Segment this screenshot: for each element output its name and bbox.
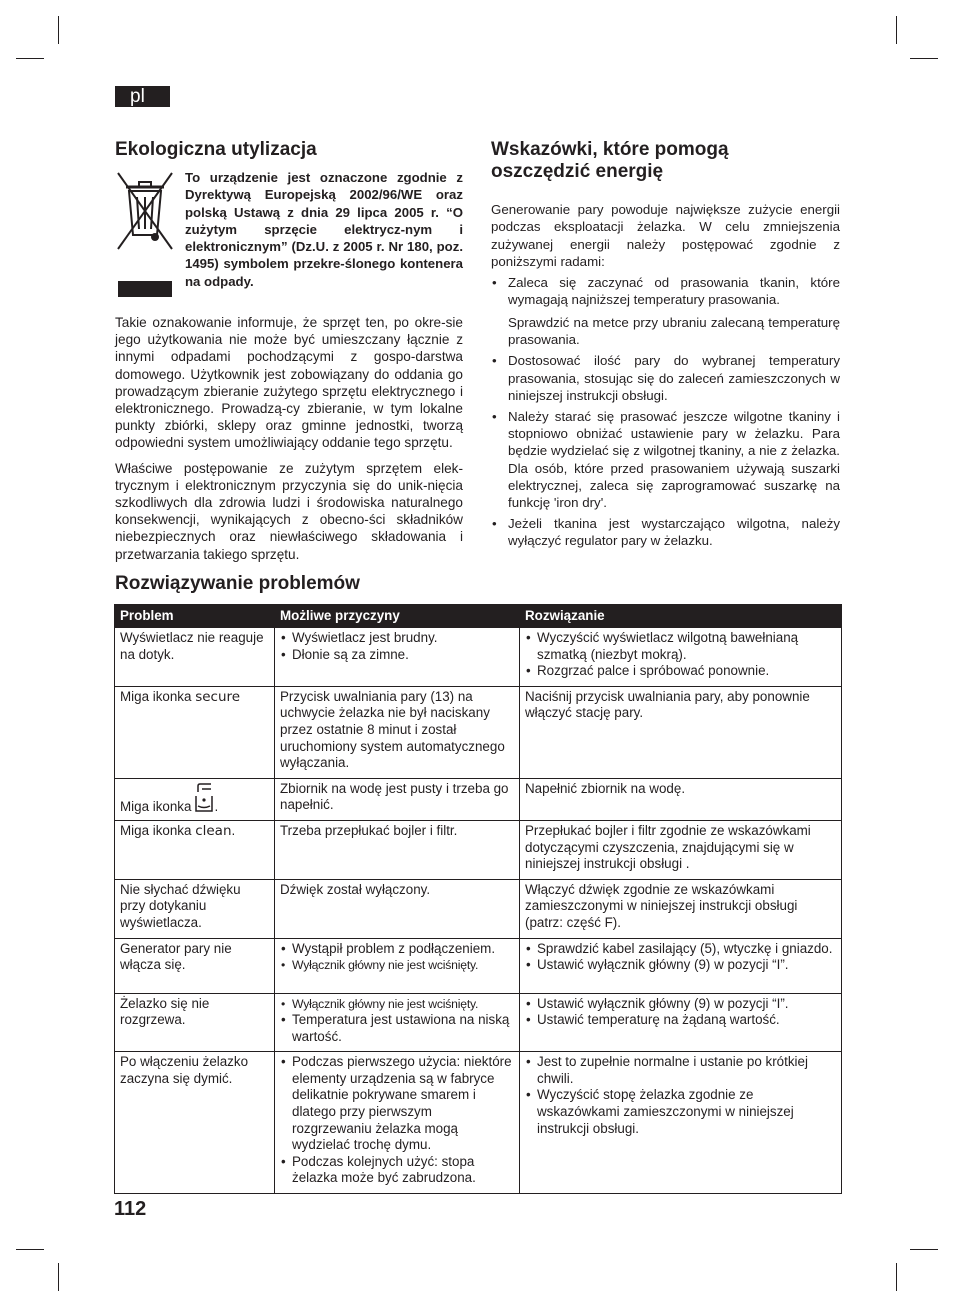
table-row: [115, 938, 842, 993]
water-tank-icon: [194, 782, 214, 814]
problem-cell: Żelazko się nie rozgrzewa.: [115, 993, 275, 1052]
table-row: [115, 686, 842, 778]
page-number: 112: [114, 1198, 147, 1220]
problem-cell: Nie słychać dźwięku przy dotykaniu wyświetlacza.: [115, 879, 275, 938]
tips-heading: Wskazówki, które pomogą oszczędzić energię: [491, 139, 729, 182]
causes-cell: • Wystąpił problem z podłączeniem. • Wyłącznik główny nie jest wciśnięty.: [275, 938, 520, 993]
tip-item: • Jeżeli tkanina jest wystarczająco wilgotna, należy wyłączyć regulator pary w żelazku.: [491, 515, 840, 549]
crop-mark: [58, 16, 59, 44]
eco-paragraph-2: Właściwe postępowanie ze zużytym sprzętem elek-trycznym i elektronicznym przyczynia się do unik-nięcia szkodliwych dla zdrowia ludzi i środowiska naturalnego konsekwencji, wynikających z obecno-ści składników niebezpiecznych oraz niewłaściwego składowania i przetwarzania takiego sprzętu.: [115, 460, 463, 562]
table-row: [115, 628, 842, 687]
causes-cell: Dźwięk został wyłączony.: [275, 879, 520, 938]
problem-cell: Miga ikonka clean.: [115, 820, 275, 879]
solution-cell: • Ustawić wyłącznik główny (9) w pozycji “I”. • Ustawić temperaturę na żądaną wartość.: [520, 993, 842, 1052]
clean-display-word: clean: [195, 822, 232, 839]
column-header-solution: Rozwiązanie: [520, 605, 842, 628]
troubleshooting-table: [114, 604, 842, 1194]
table-row: [115, 993, 842, 1052]
weee-text: To urządzenie jest oznaczone zgodnie z Dyrektywą Europejską 2002/96/WE oraz polską Ustawą z dnia 29 lipca 2005 r. “O zużytym sprzęcie elektrycz-nym i elektronicznym” (Dz.U. z 2005 r. Nr 180, poz. 1495) symbolem przekre-ślonego kontenera na odpady.: [185, 170, 463, 289]
causes-cell: • Wyświetlacz jest brudny. • Dłonie są za zimne.: [275, 628, 520, 687]
crop-mark: [896, 16, 897, 44]
table-row: [115, 778, 842, 820]
causes-cell: Trzeba przepłukać bojler i filtr.: [275, 820, 520, 879]
problem-cell: Miga ikonka secure: [115, 686, 275, 778]
causes-cell: Zbiornik na wodę jest pusty i trzeba go napełnić.: [275, 778, 520, 820]
crop-mark: [910, 58, 938, 59]
eco-heading: Ekologiczna utylizacja: [115, 139, 317, 160]
weee-block: [115, 169, 463, 314]
solution-cell: • Wyczyścić wyświetlacz wilgotną bawełnianą szmatką (niezbyt mokrą). • Rozgrzać palce i spróbować ponownie.: [520, 628, 842, 687]
solution-cell: Włączyć dźwięk zgodnie ze wskazówkami zamieszczonymi w niniejszej instrukcji obsługi (patrz: część F).: [520, 879, 842, 938]
tips-intro: Generowanie pary powoduje największe zużycie energii podczas eksploatacji żelazka. W celu zmniejszenia zużywanej energii należy postępować zgodnie z poniższymi radami:: [491, 202, 840, 270]
causes-cell: • Podczas pierwszego użycia: niektóre elementy urządzenia są w fabryce delikatnie pokrywane smarem i dlatego przy pierwszym rozgrzewaniu żelazka mogą wydzielać trochę dymu. • Podczas kolejnych użyć: stopa żelazka może być zabrudzona.: [275, 1052, 520, 1194]
tip-item: • Zaleca się zaczynać od prasowania tkanin, które wymagają najniższej temperatury prasowania. Sprawdzić na metce przy ubraniu zalecaną temperaturę prasowania.: [491, 274, 840, 349]
eco-paragraph-1: Takie oznakowanie informuje, że sprzęt ten, po okre-sie jego użytkowania nie może być umieszczany łącznie z innymi odpadami pochodzącymi z gospo-darstwa domowego. Użytkownik jest zobowiązany do oddania go prowadzącym zbieranie zużytego sprzętu elektrycznego i elektronicznego. Prowadzą-cy zbieranie, w tym lokalne punkty zbiórki, sklepy oraz gminne jednostki, tworzą odpowiedni system umożliwiający oddanie tego sprzętu.: [115, 315, 463, 451]
problem-cell: Miga ikonka .: [115, 778, 275, 820]
tip-item: • Dostosować ilość pary do wybranej temperatury prasowania, stosując się do zaleceń zamieszczonych w niniejszej instrukcji obsługi.: [491, 352, 840, 404]
solution-cell: Przepłukać bojler i filtr zgodnie ze wskazówkami dotyczącymi czyszczenia, znajdującymi się w niniejszej instrukcji obsługi .: [520, 820, 842, 879]
tips-list: [491, 274, 840, 550]
column-header-causes: Możliwe przyczyny: [275, 605, 520, 628]
table-row: [115, 820, 842, 879]
causes-cell: Przycisk uwalniania pary (13) na uchwycie żelazka nie był naciskany przez ostatnie 8 minut i został uruchomiony system automatycznego wyłączania.: [275, 686, 520, 778]
problem-cell: Generator pary nie włącza się.: [115, 938, 275, 993]
language-tab: pl: [115, 86, 170, 107]
crop-mark: [58, 1263, 59, 1291]
solution-cell: • Jest to zupełnie normalne i ustanie po krótkiej chwili. • Wyczyścić stopę żelazka zgodnie ze wskazówkami zamieszczonymi w niniejszej instrukcji obsługi.: [520, 1052, 842, 1194]
problem-cell: Wyświetlacz nie reaguje na dotyk.: [115, 628, 275, 687]
crop-mark: [16, 1249, 44, 1250]
crop-mark: [16, 58, 44, 59]
solution-cell: Naciśnij przycisk uwalniania pary, aby ponownie włączyć stację pary.: [520, 686, 842, 778]
solution-cell: Napełnić zbiornik na wodę.: [520, 778, 842, 820]
table-row: [115, 1052, 842, 1194]
causes-cell: • Wyłącznik główny nie jest wciśnięty. • Temperatura jest ustawiona na niską wartość.: [275, 993, 520, 1052]
energy-tips-section: [491, 139, 840, 554]
table-row: [115, 879, 842, 938]
secure-display-word: secure: [195, 688, 241, 705]
crop-mark: [910, 1249, 938, 1250]
tip-item: • Należy starać się prasować jeszcze wilgotne tkaniny i stopniowo obniżać ustawienie pary w żelazku. Para będzie wydzielać się z wilgotnej tkaniny, a nie z żelazka. Dla osób, które przed prasowaniem używają suszarki elektrycznej, zaleca się zaprogramować suszarkę na funkcję 'iron dry'.: [491, 408, 840, 511]
problem-cell: Po włączeniu żelazko zaczyna się dymić.: [115, 1052, 275, 1194]
column-header-problem: Problem: [115, 605, 275, 628]
solution-cell: • Sprawdzić kabel zasilający (5), wtyczkę i gniazdo. • Ustawić wyłącznik główny (9) w pozycji “I”.: [520, 938, 842, 993]
tip-subtext: Sprawdzić na metce przy ubraniu zalecaną temperaturę prasowania.: [508, 315, 840, 348]
troubleshooting-heading: Rozwiązywanie problemów: [115, 573, 360, 594]
crossed-out-wheelie-bin-icon: [115, 169, 175, 253]
crop-mark: [896, 1263, 897, 1291]
eco-disposal-section: [115, 139, 463, 563]
weee-black-bar: [118, 281, 172, 297]
table-header-row: [115, 605, 842, 628]
